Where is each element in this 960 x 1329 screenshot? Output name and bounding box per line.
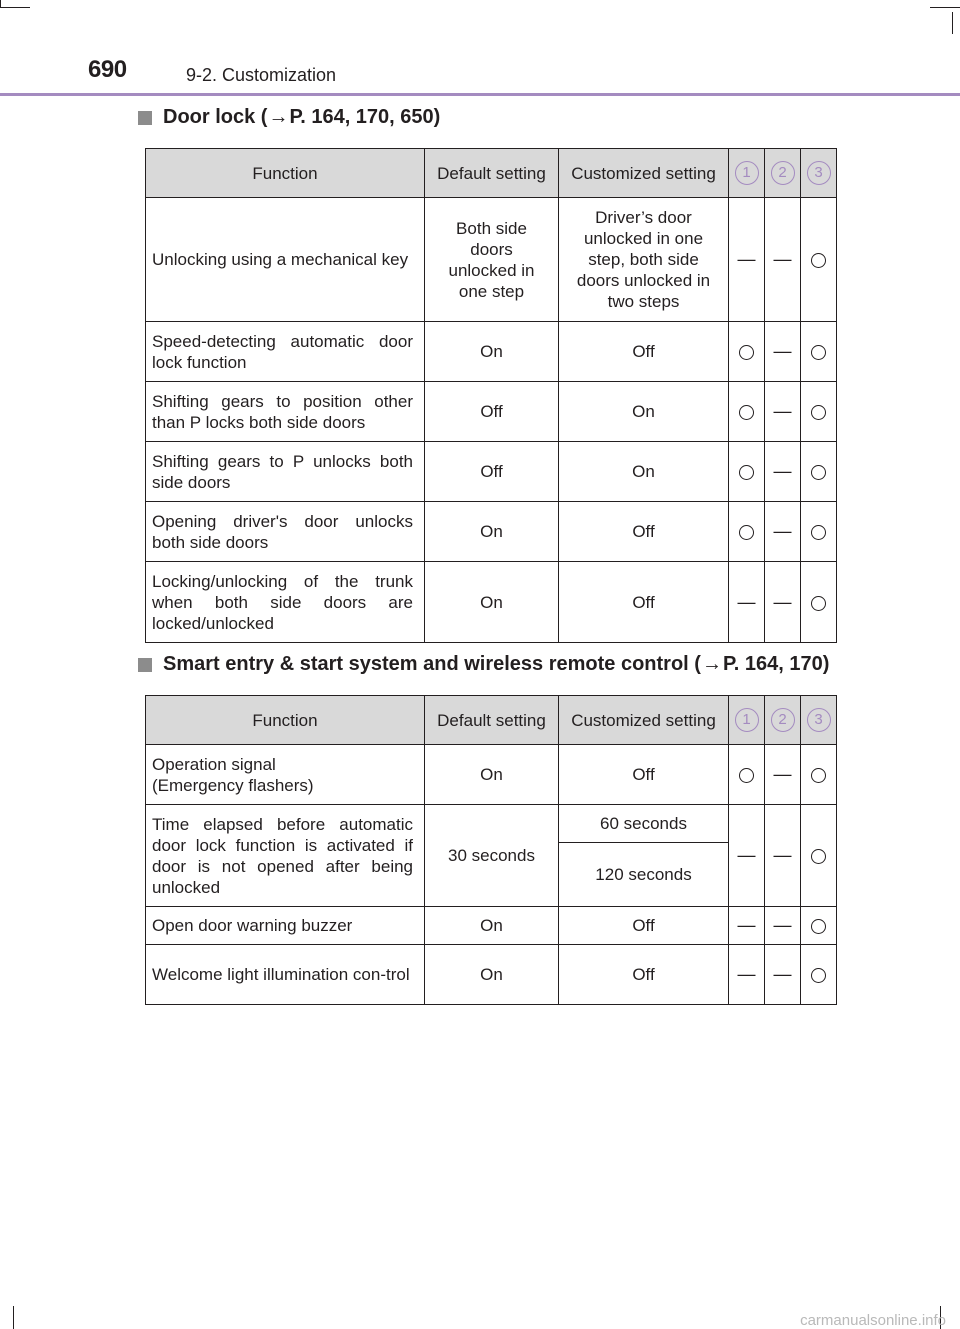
mark: — xyxy=(773,341,792,361)
square-bullet-icon xyxy=(138,658,152,672)
mark-cell xyxy=(801,805,837,907)
custom-cell: On xyxy=(559,382,729,442)
arrow-icon: → xyxy=(701,653,722,675)
custom-cell: Off xyxy=(559,907,729,945)
column-header-3 xyxy=(801,149,837,198)
heading-refs: P. 164, 170) xyxy=(722,653,830,675)
mark-cell xyxy=(729,198,765,322)
mark: — xyxy=(737,249,756,269)
mark-cell xyxy=(801,198,837,322)
mark-cell xyxy=(765,382,801,442)
mark xyxy=(739,405,754,420)
number-3-icon: 3 xyxy=(807,708,831,732)
custom-cell: Driver’s door unlocked in one step, both side doors unlocked in two steps xyxy=(559,198,729,322)
mark-cell xyxy=(801,907,837,945)
crop-mark xyxy=(13,1306,14,1329)
column-header: Function xyxy=(146,149,425,198)
mark-cell xyxy=(801,945,837,1005)
mark-cell xyxy=(801,322,837,382)
mark-cell xyxy=(801,745,837,805)
mark-cell xyxy=(729,745,765,805)
mark-cell xyxy=(729,442,765,502)
page-number: 690 xyxy=(88,56,127,83)
crop-mark xyxy=(0,7,30,8)
custom-cell: 60 seconds xyxy=(559,805,729,843)
smart-entry-table xyxy=(145,695,837,1005)
mark-cell xyxy=(729,502,765,562)
mark xyxy=(811,253,826,268)
section-title: 9-2. Customization xyxy=(186,65,337,85)
custom-cell: Off xyxy=(559,745,729,805)
mark xyxy=(811,968,826,983)
column-header: Default setting xyxy=(425,696,559,745)
mark: — xyxy=(737,915,756,935)
custom-cell: Off xyxy=(559,945,729,1005)
header-rule xyxy=(0,93,960,96)
column-header-3 xyxy=(801,696,837,745)
square-bullet-icon xyxy=(138,111,152,125)
mark-cell xyxy=(765,562,801,643)
custom-cell: On xyxy=(559,442,729,502)
crop-mark xyxy=(930,7,960,8)
mark-cell xyxy=(801,562,837,643)
mark: — xyxy=(773,461,792,481)
custom-cell: Off xyxy=(559,322,729,382)
mark xyxy=(811,849,826,864)
column-header-2 xyxy=(765,696,801,745)
custom-cell: 120 seconds xyxy=(559,843,729,907)
function-cell: Shifting gears to position other than P locks both side doors xyxy=(146,382,425,442)
column-header: Customized setting xyxy=(559,696,729,745)
default-cell: On xyxy=(425,907,559,945)
table-row xyxy=(146,562,837,643)
function-cell: Locking/unlocking of the trunk when both side doors are locked/unlocked xyxy=(146,562,425,643)
page-header xyxy=(0,52,960,96)
table-row xyxy=(146,745,837,805)
default-cell: 30 seconds xyxy=(425,805,559,907)
mark-cell xyxy=(729,907,765,945)
mark xyxy=(739,768,754,783)
mark: — xyxy=(773,764,792,784)
mark xyxy=(811,465,826,480)
mark xyxy=(739,345,754,360)
function-cell: Time elapsed before automatic door lock function is activated if door is not opened after being unlocked xyxy=(146,805,425,907)
heading-text: Door lock ( xyxy=(163,106,268,128)
column-header-1 xyxy=(729,149,765,198)
mark: — xyxy=(773,591,792,612)
table-row xyxy=(146,805,837,843)
mark: — xyxy=(773,401,792,421)
arrow-icon: → xyxy=(268,106,289,128)
function-cell: Opening driver's door unlocks both side doors xyxy=(146,502,425,562)
custom-cell: Off xyxy=(559,502,729,562)
table-row xyxy=(146,382,837,442)
function-cell: Shifting gears to P unlocks both side doors xyxy=(146,442,425,502)
mark-cell xyxy=(765,502,801,562)
mark-cell xyxy=(801,382,837,442)
function-cell: Welcome light illumination con-trol xyxy=(146,945,425,1005)
number-2-icon: 2 xyxy=(771,161,795,185)
mark xyxy=(739,465,754,480)
default-cell: On xyxy=(425,745,559,805)
mark xyxy=(811,405,826,420)
mark-cell xyxy=(765,945,801,1005)
mark-cell xyxy=(765,198,801,322)
crop-mark xyxy=(952,12,953,34)
default-cell: On xyxy=(425,322,559,382)
mark-cell xyxy=(729,945,765,1005)
number-2-icon: 2 xyxy=(771,708,795,732)
mark xyxy=(811,596,826,611)
default-cell: Off xyxy=(425,442,559,502)
table-row xyxy=(146,945,837,1005)
mark: — xyxy=(737,591,756,612)
table-row xyxy=(146,502,837,562)
mark: — xyxy=(737,845,756,865)
table-header-row xyxy=(146,696,837,745)
smart-entry-heading xyxy=(138,653,829,676)
column-header: Default setting xyxy=(425,149,559,198)
table-row xyxy=(146,907,837,945)
function-cell: Operation signal (Emergency flashers) xyxy=(146,745,425,805)
mark: — xyxy=(773,915,792,935)
default-cell: On xyxy=(425,945,559,1005)
custom-cell: Off xyxy=(559,562,729,643)
number-1-icon: 1 xyxy=(735,161,759,185)
mark: — xyxy=(773,845,792,865)
default-cell: Off xyxy=(425,382,559,442)
mark-cell xyxy=(765,745,801,805)
heading-text: Smart entry & start system and wireless remote control ( xyxy=(163,653,701,675)
column-header-2 xyxy=(765,149,801,198)
number-1-icon: 1 xyxy=(735,708,759,732)
mark-cell xyxy=(765,442,801,502)
mark-cell xyxy=(765,907,801,945)
mark-cell xyxy=(801,502,837,562)
mark: — xyxy=(737,964,756,984)
mark-cell xyxy=(765,322,801,382)
door-lock-heading xyxy=(138,106,440,129)
default-cell: On xyxy=(425,562,559,643)
mark-cell xyxy=(801,442,837,502)
mark: — xyxy=(773,521,792,541)
mark-cell xyxy=(729,805,765,907)
number-3-icon: 3 xyxy=(807,161,831,185)
mark xyxy=(811,525,826,540)
column-header-1 xyxy=(729,696,765,745)
mark: — xyxy=(773,964,792,984)
heading-refs: P. 164, 170, 650) xyxy=(289,106,441,128)
default-cell: Both side doors unlocked in one step xyxy=(425,198,559,322)
default-cell: On xyxy=(425,502,559,562)
mark-cell xyxy=(729,562,765,643)
function-cell: Unlocking using a mechanical key xyxy=(146,198,425,322)
table-row xyxy=(146,322,837,382)
mark xyxy=(811,345,826,360)
table-row xyxy=(146,442,837,502)
column-header: Customized setting xyxy=(559,149,729,198)
mark-cell xyxy=(729,382,765,442)
mark-cell xyxy=(729,322,765,382)
mark: — xyxy=(773,249,792,269)
function-cell: Speed-detecting automatic door lock function xyxy=(146,322,425,382)
mark xyxy=(811,919,826,934)
mark xyxy=(811,768,826,783)
watermark: carmanualsonline.info xyxy=(800,1312,946,1329)
mark xyxy=(739,525,754,540)
table-row xyxy=(146,198,837,322)
function-cell: Open door warning buzzer xyxy=(146,907,425,945)
table-header-row xyxy=(146,149,837,198)
mark-cell xyxy=(765,805,801,907)
door-lock-table xyxy=(145,148,837,643)
column-header: Function xyxy=(146,696,425,745)
